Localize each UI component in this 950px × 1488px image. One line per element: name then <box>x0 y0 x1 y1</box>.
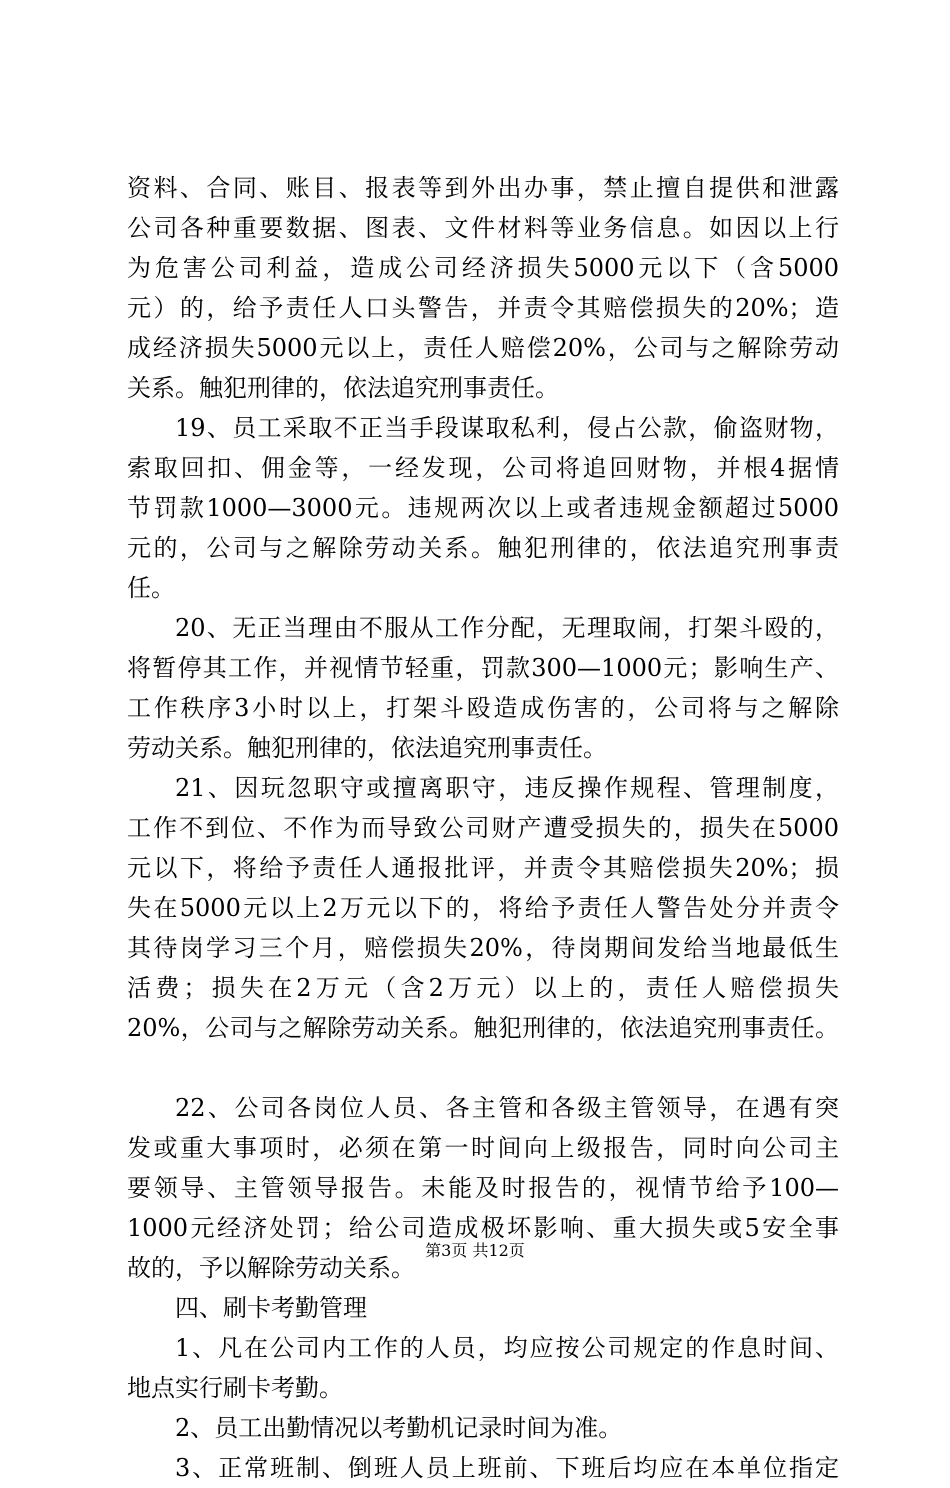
text-line: 2、员工出勤情况以考勤机记录时间为准。 <box>175 1414 623 1442</box>
text-line: 索取回扣、佣金等，一经发现，公司将追回财物，并根4据情 <box>127 454 839 482</box>
text-line: 活费；损失在2万元（含2万元）以上的，责任人赔偿损失 <box>127 974 839 1002</box>
text-line: 要领导、主管领导报告。未能及时报告的，视情节给予100— <box>127 1174 839 1202</box>
text-line: 20%，公司与之解除劳动关系。触犯刑律的，依法追究刑事责任。 <box>127 1014 839 1042</box>
document-body <box>127 168 839 1488</box>
text-line: 节罚款1000—3000元。违规两次以上或者违规金额超过5000 <box>127 494 839 522</box>
text-line: 21、因玩忽职守或擅离职守，违反操作规程、管理制度， <box>175 774 839 802</box>
text-line: 1、凡在公司内工作的人员，均应按公司规定的作息时间、 <box>175 1334 839 1362</box>
text-line: 劳动关系。触犯刑律的，依法追究刑事责任。 <box>127 734 607 762</box>
text-line: 19、员工采取不正当手段谋取私利，侵占公款，偷盗财物， <box>175 414 839 442</box>
text-line: 故的，予以解除劳动关系。 <box>127 1254 415 1282</box>
text-line: 3、正常班制、倒班人员上班前、下班后均应在本单位指定 <box>175 1454 839 1482</box>
text-line: 元以下，将给予责任人通报批评，并责令其赔偿损失20%；损 <box>127 854 839 882</box>
text-line: 工作秩序3小时以上，打架斗殴造成伤害的，公司将与之解除 <box>127 694 839 722</box>
text-line: 关系。触犯刑律的，依法追究刑事责任。 <box>127 374 559 402</box>
text-line: 元）的，给予责任人口头警告，并责令其赔偿损失的20%；造 <box>127 294 839 322</box>
text-line: 资料、合同、账目、报表等到外出办事，禁止擅自提供和泄露 <box>127 174 839 202</box>
text-line: 1000元经济处罚；给公司造成极坏影响、重大损失或5安全事 <box>127 1214 839 1242</box>
text-line: 20、无正当理由不服从工作分配，无理取闹，打架斗殴的， <box>175 614 839 642</box>
text-line: 地点实行刷卡考勤。 <box>127 1374 343 1402</box>
text-line: 为危害公司利益，造成公司经济损失5000元以下（含5000 <box>127 254 839 282</box>
text-line: 公司各种重要数据、图表、文件材料等业务信息。如因以上行 <box>127 214 839 242</box>
text-line: 工作不到位、不作为而导致公司财产遭受损失的，损失在5000 <box>127 814 839 842</box>
paragraph-gap <box>127 1048 839 1088</box>
text-line: 成经济损失5000元以上，责任人赔偿20%，公司与之解除劳动 <box>127 334 839 362</box>
text-line: 其待岗学习三个月，赔偿损失20%，待岗期间发给当地最低生 <box>127 934 839 962</box>
text-line: 发或重大事项时，必须在第一时间向上级报告，同时向公司主 <box>127 1134 839 1162</box>
text-line: 元的，公司与之解除劳动关系。触犯刑律的，依法追究刑事责 <box>127 534 839 562</box>
text-line: 任。 <box>127 574 175 602</box>
text-line: 失在5000元以上2万元以下的，将给予责任人警告处分并责令 <box>127 894 839 922</box>
text-line: 22、公司各岗位人员、各主管和各级主管领导，在遇有突 <box>175 1094 839 1122</box>
text-line: 将暂停其工作，并视情节轻重，罚款300—1000元；影响生产、 <box>127 654 839 682</box>
page-footer: 第3页 共12页 <box>425 1241 525 1260</box>
text-line: 四、刷卡考勤管理 <box>175 1294 367 1322</box>
